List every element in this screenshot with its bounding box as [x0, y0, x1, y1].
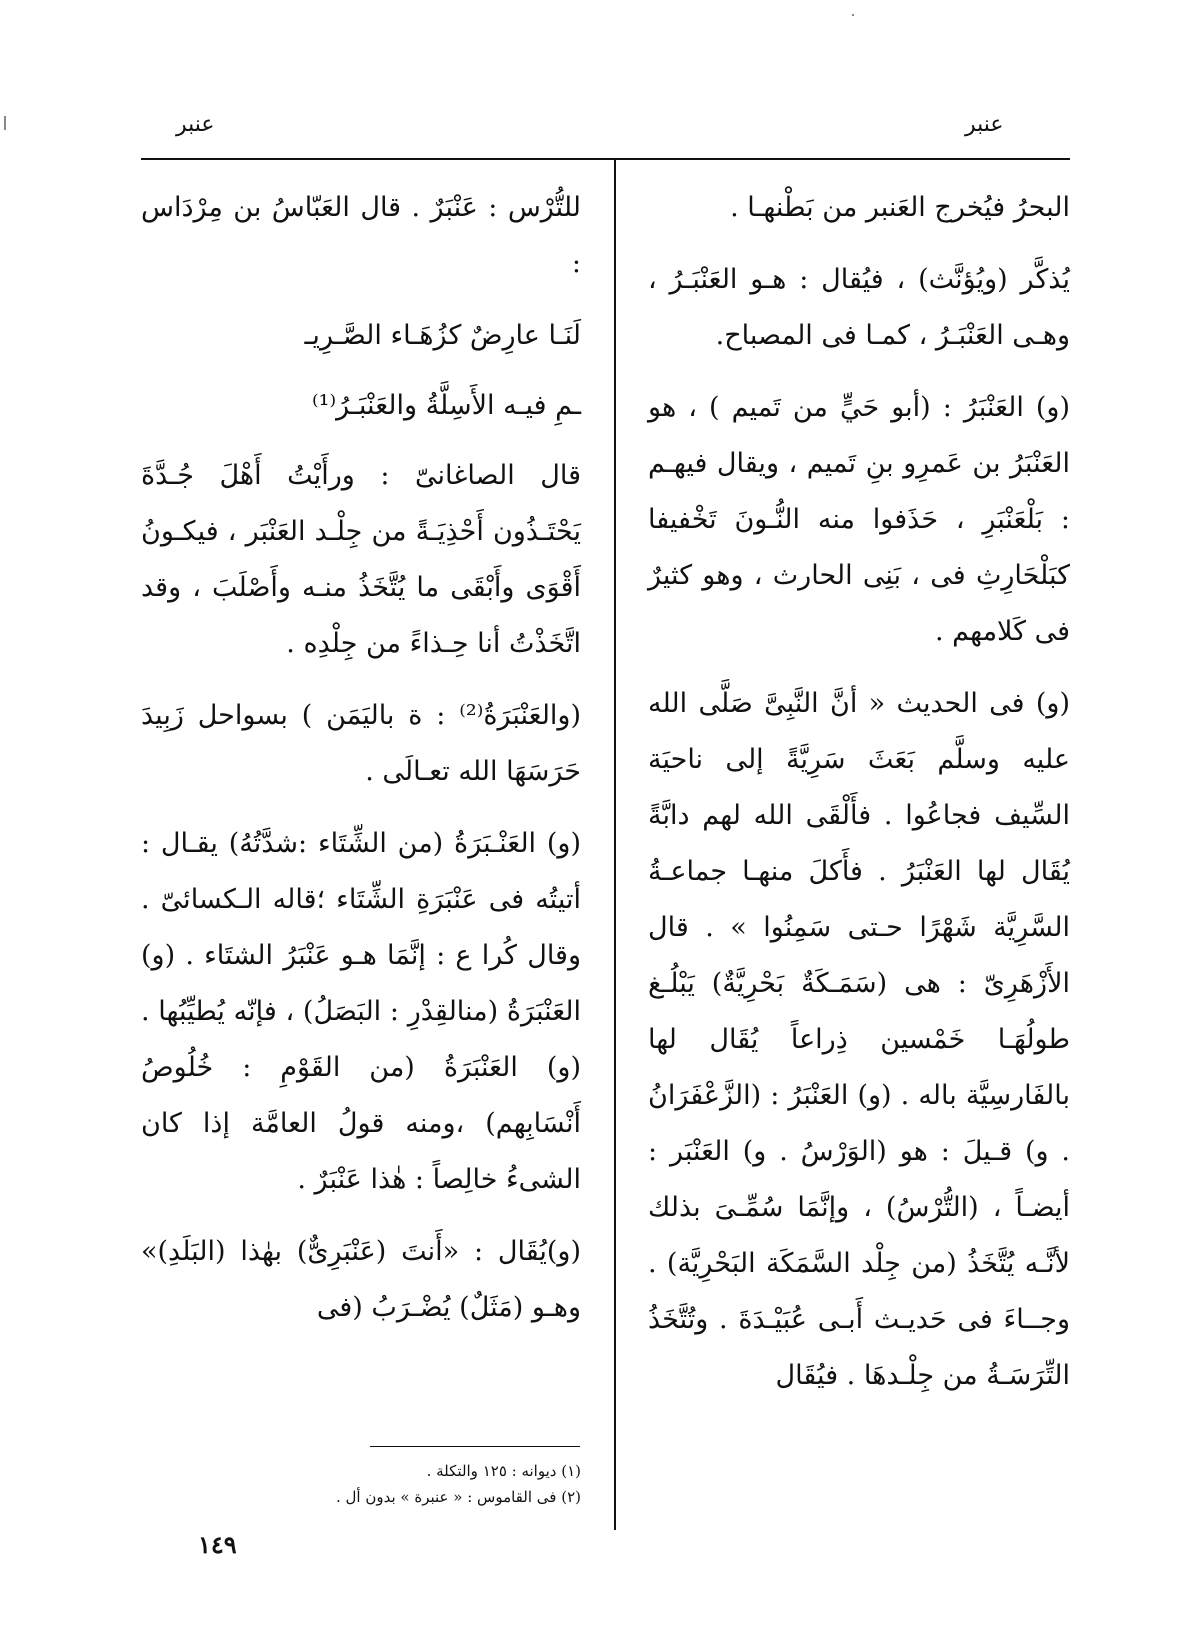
paragraph: (والعَنْبَرَةُ⁽²⁾ : ة باليَمَن ) بسواحل زَبِيدَ حَرَسَهَا الله تعـالَى .	[141, 700, 581, 787]
paragraph: (و) العَنْـبَرَةُ (من الشِّتَاء :شدَّتُهُ) يقـال : أتيتُه فى عَنْبَرَةِ الشِّتَاء ؛قاله الـكسائىّ . وقال كُرا ع : إنَّمَا هـو عَنْبَرُ الشتَاء . (و) العَنْبَرَةُ (منالقِدْرِ : البَصَلُ) ، فإنّه يُطيِّبُها . (و) العَنْبَرَةُ (من القَوْمِ : خُلُوصُ أَنْسَابِهم) ،ومنه قولُ العامَّة إذا كان الشىءُ خالِصاً : هٰذا عَنْبَرٌ .	[141, 828, 581, 1195]
paragraph: يُذكَّر (ويُؤنَّث) ، فيُقال : هـو العَنْبَـرُ ، وهـى العَنْبَـرُ ، كمـا فى المصباح.	[648, 264, 1070, 351]
running-head-right: عنبر	[965, 112, 1004, 137]
right-column	[648, 180, 1070, 1420]
left-column	[141, 180, 581, 1352]
footnote-rule	[370, 1446, 580, 1447]
paragraph: (و) فى الحديث « أنَّ النَّبِىَّ صَلَّى الله عليه وسلَّم بَعَثَ سَرِيَّةً إلى ناحيَة السِّيف فجاعُوا . فأَلْقَى الله لهم دابَّةً يُقَال لها العَنْبَرُ . فأَكلَ منهـا جماعـةُ السَّرِيَّة شَهْرًا حـتى سَمِنُوا » . قال الأَزْهَرِىّ : هى (سَمَـكَةٌ بَحْرِيَّةٌ) يَبْلُـغ طولُهَـا خَمْسين ذِراعاً يُقَال لها بالفَارسِيَّة باله . (و) العَنْبَرُ : (الزَّعْفَرَانُ . و) قـيلَ : هو (الوَرْسُ . و) العَنْبَر : أيضـاً ، (التُّرْسُ) ، وإنَّمَا سُمِّـىَ بذلك لأنَّـه يُتَّخَذُ (من جِلْد السَّمَكَة البَحْرِيَّة) . وجــاءَ فى حَديـث أَبـى عُبَيْـدَةَ . وتُتَّخَذُ التِّرَسَـةُ من جِلْـدهَا . فيُقَال	[648, 688, 1070, 1391]
header-rule	[141, 158, 1070, 160]
paragraph: للتُّرْس : عَنْبَرٌ . قال العَبّاسُ بن مِرْدَاس :	[141, 192, 581, 279]
paragraph: (و)يُقَال : «أَنتَ (عَنْبَرِىٌّ) بهٰذا (البَلَدِ)» وهـو (مَثَلٌ) يُضْـرَبُ (فى	[141, 1236, 581, 1323]
column-divider	[614, 160, 616, 1530]
paragraph: البحرُ فيُخرج العَنبر من بَطْنهـا .	[730, 192, 1070, 223]
scan-speck-mark	[852, 14, 854, 16]
footnote: (١) ديوانه : ١٢٥ والتكلة .	[426, 1462, 581, 1480]
verse-line: لَنَـا عارِضٌ كزُهَـاء الصَّـرِيـ	[304, 320, 581, 351]
footnotes	[141, 1458, 581, 1510]
verse-line: ـمِ فيـه الأَسِلَّةُ والعَنْبَـرُ⁽¹⁾	[312, 390, 581, 421]
footnote: (٢) فى القاموس : « عنبرة » بدون أل .	[335, 1488, 581, 1506]
running-head-left: عنبر	[176, 112, 215, 137]
scan-speck-mark	[4, 116, 6, 130]
page-number: ١٤٩	[198, 1530, 237, 1559]
paragraph: (و) العَنْبَرُ : (أبو حَيٍّ من تَميم ) ، هو العَنْبَرُ بن عَمرِو بنِ تَميم ، ويقال فيهـم : بَلْعَنْبَرِ ، حَذَفوا منه النُّـونَ تَخْفيفا كبَلْحَارِثِ فى ، بَنِى الحارث ، وهو كثيرٌ فى كَلامهم .	[648, 392, 1070, 647]
paragraph: قال الصاغانىّ : ورأَيْتُ أَهْلَ جُـدَّةَ يَحْتَـذُون أَحْذِيَـةً من جِلْـد العَنْبَر ، فيكـونُ أَقْوَى وأَبْقَى ما يُتَّخَذُ منـه وأَصْلَبَ ، وقد اتَّخَذْتُ أنا حِـذاءً من جِلْدِه .	[141, 460, 581, 659]
